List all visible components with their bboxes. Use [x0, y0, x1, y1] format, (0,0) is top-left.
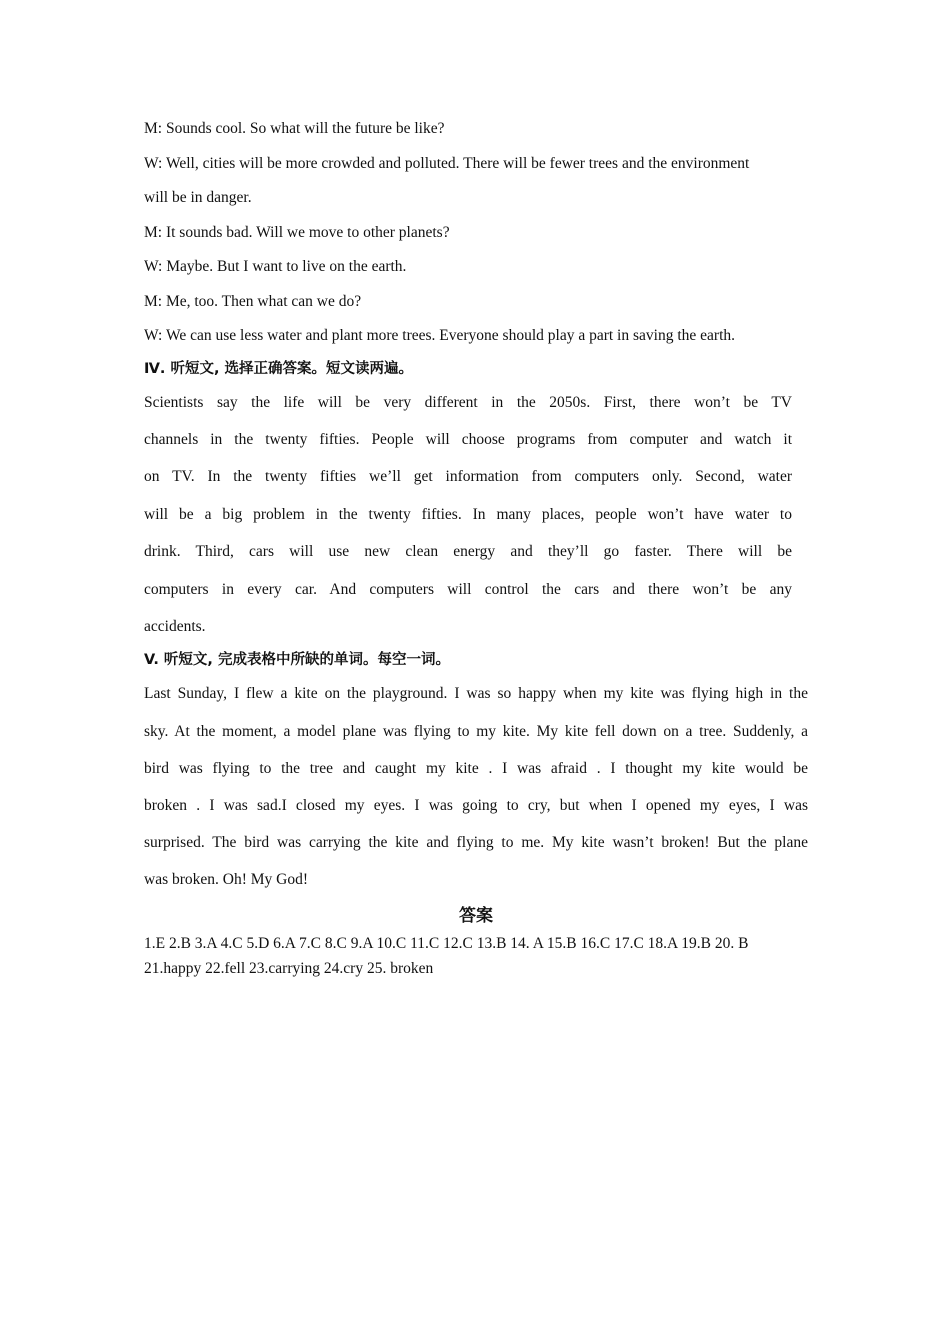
passage-line: Scientists say the life will be very different in the 2050s. First, there won’t be TV	[144, 393, 792, 411]
passage-line: accidents.	[144, 617, 206, 635]
document-page	[144, 112, 808, 981]
passage-line: sky. At the moment, a model plane was flying to my kite. My kite fell down on a tree. Suddenly, a	[144, 722, 808, 740]
passage-line: on TV. In the twenty fifties we’ll get information from computers only. Second, water	[144, 468, 792, 486]
passage-line: Last Sunday, I flew a kite on the playground. I was so happy when my kite was flying high in the	[144, 685, 808, 703]
dialogue-line: W: We can use less water and plant more trees. Everyone should play a part in saving the earth.	[144, 327, 735, 344]
section-4-passage	[144, 384, 792, 646]
passage-line: drink. Third, cars will use new clean energy and they’ll go faster. There will be	[144, 543, 792, 561]
dialogue-line: will be in danger.	[144, 189, 252, 206]
passage-line: broken . I was sad.I closed my eyes. I was going to cry, but when I opened my eyes, I was	[144, 796, 808, 814]
dialogue-transcript	[144, 112, 808, 354]
section-4-heading: Ⅳ. 听短文, 选择正确答案。短文读两遍。	[144, 360, 414, 377]
passage-line: surprised. The bird was carrying the kite and flying to me. My kite wasn’t broken! But the plane	[144, 834, 808, 852]
passage-line: will be a big problem in the twenty fifties. In many places, people won’t have water to	[144, 505, 792, 523]
passage-line: bird was flying to the tree and caught my kite . I was afraid . I thought my kite would be	[144, 759, 808, 777]
passage-line: was broken. Oh! My God!	[144, 871, 309, 889]
answers-line: 21.happy 22.fell 23.carrying 24.cry 25. broken	[144, 959, 434, 977]
dialogue-line: M: It sounds bad. Will we move to other planets?	[144, 223, 450, 241]
answers-title: 答案	[459, 905, 493, 926]
dialogue-line: W: Maybe. But I want to live on the earth.	[144, 258, 407, 275]
passage-line: channels in the twenty fifties. People will choose programs from computer and watch it	[144, 430, 792, 448]
dialogue-line: W: Well, cities will be more crowded and polluted. There will be fewer trees and the environment	[144, 154, 750, 172]
dialogue-line: M: Sounds cool. So what will the future be like?	[144, 120, 445, 137]
answers-line: 1.E 2.B 3.A 4.C 5.D 6.A 7.C 8.C 9.A 10.C 11.C 12.C 13.B 14. A 15.B 16.C 17.C 18.A 19.B 20. B	[144, 934, 749, 952]
passage-line: computers in every car. And computers will control the cars and there won’t be any	[144, 580, 792, 598]
section-5-heading: V. 听短文, 完成表格中所缺的单词。每空一词。	[144, 652, 450, 669]
section-5-passage	[144, 675, 808, 898]
dialogue-line: M: Me, too. Then what can we do?	[144, 292, 362, 310]
